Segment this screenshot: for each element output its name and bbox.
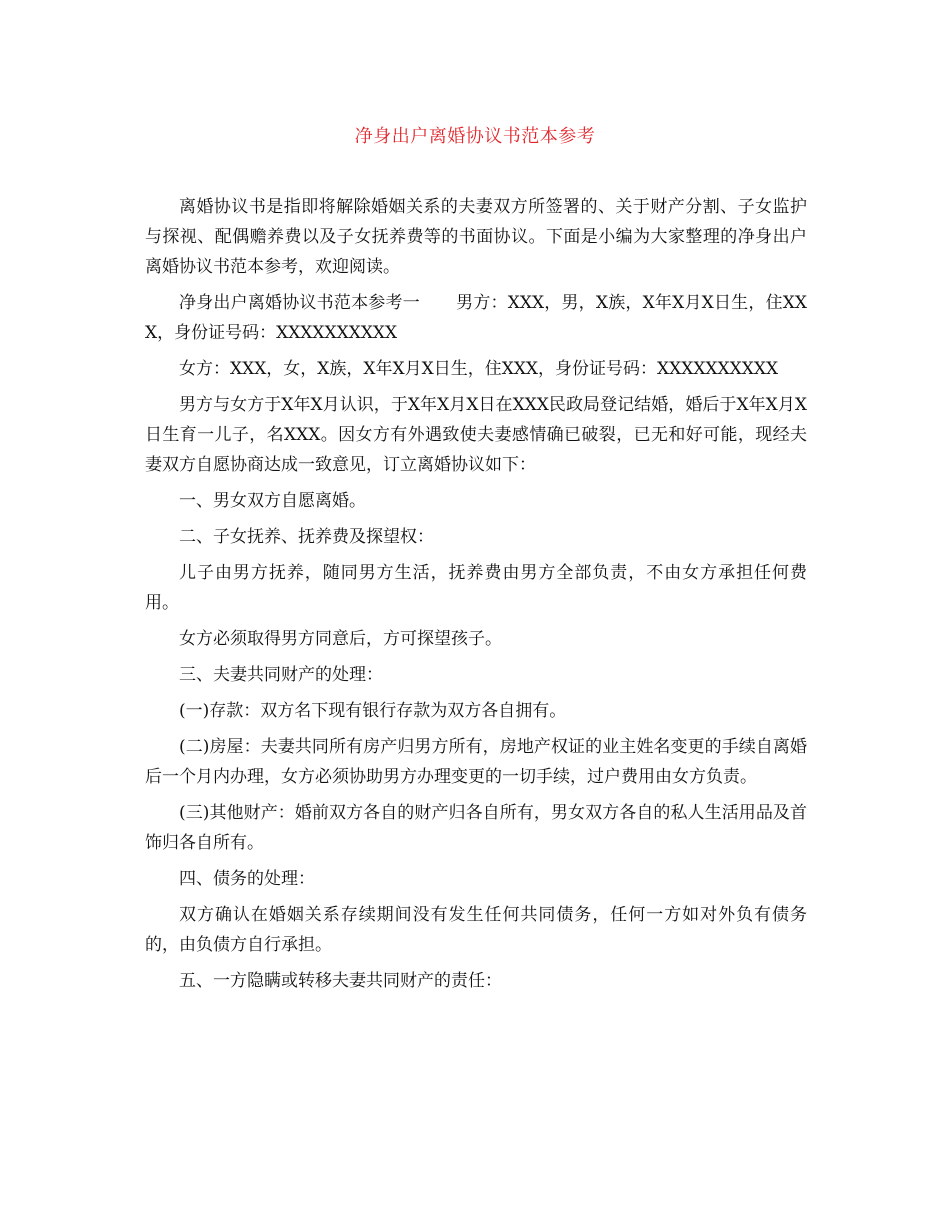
clause-3-deposits: (一)存款：双方名下现有银行存款为双方各自拥有。 <box>179 701 567 721</box>
clause-4-debts: 双方确认在婚姻关系存续期间没有发生任何共同债务，任何一方如对外负有债务的，由负债方自行承担。 <box>145 905 807 955</box>
male-party-info: 男方：XXX，男，X族，X年X月X日生，住XXX，身份证号码：XXXXXXXXXX <box>145 293 807 343</box>
clause-3: 三、夫妻共同财产的处理： <box>179 665 383 685</box>
paragraph-background: 男方与女方于X年X月认识，于X年X月X日在XXX民政局登记结婚，婚后于X年X月X日生育一儿子，名XXX。因女方有外遇致使夫妻感情确已破裂，已无和好可能，现经夫妻双方自愿协商达成一致意见，订立离婚协议如下： <box>145 395 807 475</box>
clause-3-house: (二)房屋：夫妻共同所有房产归男方所有，房地产权证的业主姓名变更的手续自离婚后一个月内办理，女方必须协助男方办理变更的一切手续，过户费用由女方负责。 <box>145 737 807 787</box>
paragraph-female-party: 女方：XXX，女，X族，X年X月X日生，住XXX，身份证号码：XXXXXXXXXX <box>179 359 779 379</box>
clause-4: 四、债务的处理： <box>179 869 315 889</box>
document-body <box>145 192 807 1002</box>
clause-1: 一、男女双方自愿离婚。 <box>179 491 366 511</box>
paragraph-male-party <box>145 288 807 348</box>
clause-3-other-property: (三)其他财产：婚前双方各自的财产归各自所有，男女双方各自的私人生活用品及首饰归各自所有。 <box>145 803 807 853</box>
clause-5: 五、一方隐瞒或转移夫妻共同财产的责任： <box>179 971 502 991</box>
clause-2: 二、子女抚养、抚养费及探望权： <box>179 527 434 547</box>
section-heading: 净身出户离婚协议书范本参考一 <box>179 293 420 313</box>
clause-2-visitation: 女方必须取得男方同意后，方可探望孩子。 <box>179 629 502 649</box>
clause-2-custody: 儿子由男方抚养，随同男方生活，抚养费由男方全部负责，不由女方承担任何费用。 <box>145 563 807 613</box>
document-title: 净身出户离婚协议书范本参考 <box>354 126 596 147</box>
paragraph-intro: 离婚协议书是指即将解除婚姻关系的夫妻双方所签署的、关于财产分割、子女监护与探视、配偶赡养费以及子女抚养费等的书面协议。下面是小编为大家整理的净身出户离婚协议书范本参考，欢迎阅读。 <box>145 197 807 277</box>
